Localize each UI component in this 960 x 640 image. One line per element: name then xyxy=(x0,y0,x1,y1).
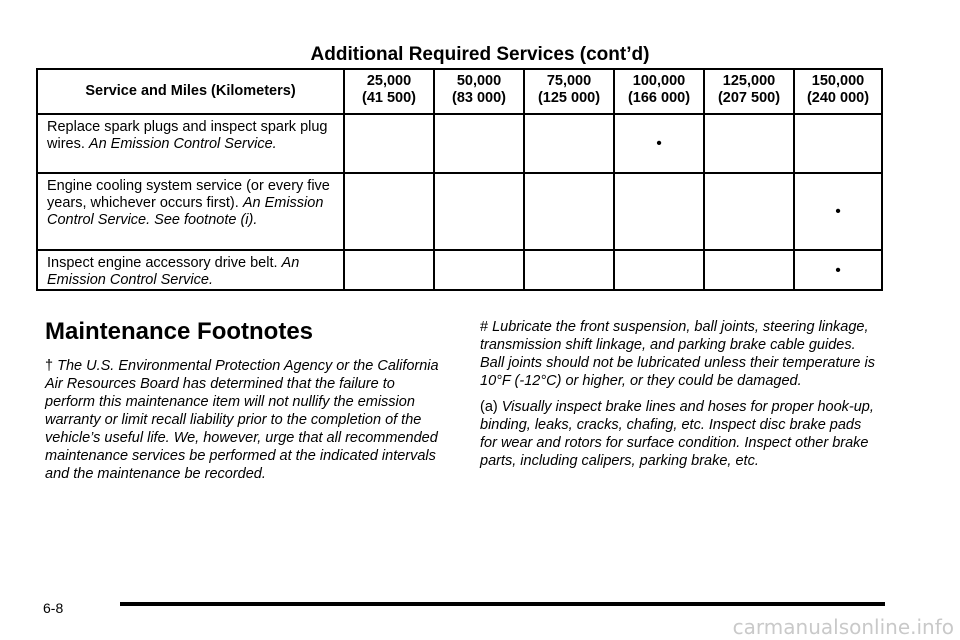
interval-cell xyxy=(524,250,614,290)
interval-cell xyxy=(614,114,704,173)
service-note: An Emission Control Service. xyxy=(47,255,300,288)
interval-cell xyxy=(794,114,882,173)
interval-cell xyxy=(434,173,524,250)
header-interval xyxy=(344,69,434,114)
interval-cell xyxy=(344,114,434,173)
footnote-text: The U.S. Environmental Protection Agency or the California Air Resources Board has determined that the failure to perform this maintenance item will not nullify the emission warranty or limit recall liability prior to the completion of the vehicle’s useful life. We, however, urge that all recommended maintenance services be performed at the indicated intervals and the maintenance be recorded. xyxy=(45,358,439,482)
header-interval xyxy=(434,69,524,114)
footnote-dagger xyxy=(45,357,441,483)
footnotes-left-column xyxy=(45,318,441,491)
table-header-row xyxy=(37,69,882,114)
service-mark-icon: • xyxy=(835,261,841,279)
service-note: An Emission Control Service. xyxy=(88,136,277,152)
service-mark-icon: • xyxy=(656,135,662,152)
interval-cell xyxy=(524,114,614,173)
table-row xyxy=(37,250,882,290)
interval-km: (41 500) xyxy=(361,90,416,106)
watermark: carmanualsonline.info xyxy=(732,615,954,639)
footnote-text: Lubricate the front suspension, ball joints, steering linkage, transmission shift linkage, and parking brake cable guides. Ball joints should not be lubricated unless their temperature is 10°F (-12°C) or higher, or they could be damaged. xyxy=(480,319,875,389)
section-title: Additional Required Services (cont’d) xyxy=(310,44,650,65)
table-row xyxy=(37,173,882,250)
footnote-marker: # xyxy=(480,319,489,335)
interval-cell xyxy=(344,173,434,250)
footnote-text: Visually inspect brake lines and hoses for proper hook-up, binding, leaks, cracks, chafing, etc. Inspect disc brake pads for wear and rotors for surface condition. Inspect other brake parts, including calipers, parking brake, etc. xyxy=(480,399,874,469)
header-service-and-miles: Service and Miles (Kilometers) xyxy=(37,69,344,114)
footnotes-title: Maintenance Footnotes xyxy=(45,318,314,345)
footnote-hash xyxy=(480,318,880,390)
header-interval xyxy=(524,69,614,114)
header-interval xyxy=(704,69,794,114)
interval-miles: 125,000 xyxy=(722,73,776,89)
interval-cell xyxy=(344,250,434,290)
interval-miles: 100,000 xyxy=(632,73,686,89)
service-text: Engine cooling system service (or every five years, whichever occurs first). xyxy=(47,178,330,211)
interval-cell xyxy=(704,114,794,173)
service-mark-icon: • xyxy=(835,203,841,220)
footnotes-right-column xyxy=(480,318,880,478)
interval-km: (207 500) xyxy=(717,90,781,106)
service-note: An Emission Control Service. See footnote (i). xyxy=(47,195,324,228)
service-text: Inspect engine accessory drive belt. xyxy=(47,255,278,271)
interval-cell xyxy=(704,250,794,290)
footnote-marker: † xyxy=(45,358,54,374)
interval-cell xyxy=(434,114,524,173)
interval-cell xyxy=(614,250,704,290)
footnote-a xyxy=(480,398,880,470)
interval-cell xyxy=(794,250,882,290)
interval-cell xyxy=(614,173,704,250)
interval-miles: 50,000 xyxy=(456,73,502,89)
interval-km: (166 000) xyxy=(627,90,691,106)
footer-rule xyxy=(120,602,885,606)
header-interval xyxy=(614,69,704,114)
interval-cell xyxy=(704,173,794,250)
interval-miles: 150,000 xyxy=(811,73,865,89)
interval-miles: 25,000 xyxy=(366,73,412,89)
footnote-marker: (a) xyxy=(480,399,498,415)
interval-km: (125 000) xyxy=(537,90,601,106)
interval-km: (240 000) xyxy=(806,90,870,106)
interval-km: (83 000) xyxy=(451,90,506,106)
service-description xyxy=(37,173,344,250)
maintenance-table xyxy=(36,68,883,291)
interval-cell xyxy=(434,250,524,290)
page-number: 6-8 xyxy=(43,600,64,616)
interval-cell xyxy=(524,173,614,250)
interval-cell xyxy=(794,173,882,250)
header-interval xyxy=(794,69,882,114)
service-text: Replace spark plugs and inspect spark plug wires. xyxy=(47,119,328,152)
service-description xyxy=(37,114,344,173)
interval-miles: 75,000 xyxy=(546,73,592,89)
table-row xyxy=(37,114,882,173)
service-description xyxy=(37,250,344,290)
